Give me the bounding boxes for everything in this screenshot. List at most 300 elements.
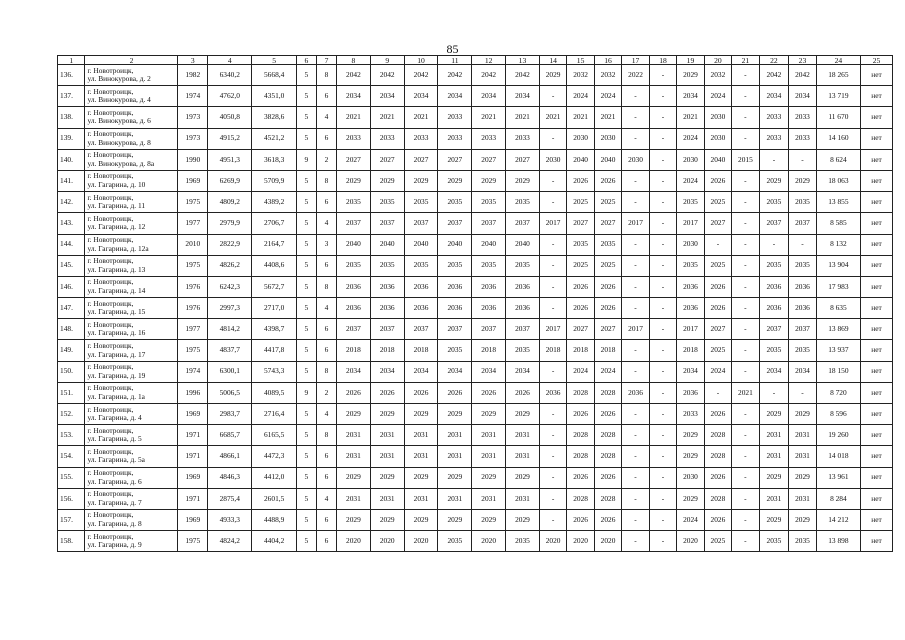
address-cell (85, 86, 178, 107)
cell-c22: 2035 (759, 340, 789, 361)
cell-c5: 4417,8 (252, 340, 296, 361)
cell-c25: нет (861, 170, 893, 191)
cell-c14: - (539, 488, 566, 509)
cell-c15: 2021 (567, 107, 594, 128)
cell-c10: 2033 (404, 128, 438, 149)
cell-c20: 2024 (704, 86, 731, 107)
cell-c6: 5 (296, 276, 316, 297)
address-city: г. Новотроицк, (87, 192, 134, 202)
cell-c21: - (732, 340, 759, 361)
cell-c17: - (622, 276, 649, 297)
cell-c3: 1976 (178, 298, 208, 319)
cell-c21: - (732, 404, 759, 425)
address-street: ул. Гагарина, д. 6 (87, 476, 142, 486)
cell-c16: 2035 (594, 234, 621, 255)
cell-c1: 157. (58, 509, 85, 530)
cell-c22: 2031 (759, 425, 789, 446)
cell-c16: 2040 (594, 149, 621, 170)
cell-c5: 6165,5 (252, 425, 296, 446)
cell-c13: 2031 (506, 488, 540, 509)
address-city: г. Новотроицк, (87, 425, 134, 435)
cell-c25: нет (861, 361, 893, 382)
cell-c14: 2020 (539, 531, 566, 552)
cell-c10: 2034 (404, 361, 438, 382)
column-header: 5 (252, 56, 296, 65)
cell-c7: 2 (316, 382, 336, 403)
cell-c7: 4 (316, 298, 336, 319)
cell-c20: - (704, 382, 731, 403)
cell-c1: 143. (58, 213, 85, 234)
cell-c17: - (622, 488, 649, 509)
cell-c12: 2035 (472, 255, 506, 276)
cell-c15: 2026 (567, 404, 594, 425)
cell-c10: 2029 (404, 170, 438, 191)
cell-c8: 2034 (337, 86, 371, 107)
cell-c15: 2028 (567, 382, 594, 403)
cell-c22: 2029 (759, 509, 789, 530)
cell-c4: 6242,3 (208, 276, 252, 297)
cell-c21: - (732, 509, 759, 530)
cell-c9: 2040 (370, 234, 404, 255)
cell-c24: 13 855 (816, 192, 860, 213)
cell-c10: 2037 (404, 213, 438, 234)
cell-c15: 2028 (567, 425, 594, 446)
cell-c12: 2035 (472, 192, 506, 213)
address-cell (85, 467, 178, 488)
cell-c1: 151. (58, 382, 85, 403)
cell-c24: 11 670 (816, 107, 860, 128)
cell-c3: 1974 (178, 361, 208, 382)
cell-c4: 6340,2 (208, 65, 252, 86)
cell-c5: 5743,3 (252, 361, 296, 382)
table-body (58, 65, 893, 552)
cell-c5: 5672,7 (252, 276, 296, 297)
cell-c22: 2031 (759, 446, 789, 467)
cell-c5: 3618,3 (252, 149, 296, 170)
cell-c17: - (622, 170, 649, 191)
cell-c3: 1976 (178, 276, 208, 297)
table-header (58, 56, 893, 65)
cell-c23: 2033 (789, 128, 816, 149)
cell-c20: 2026 (704, 467, 731, 488)
cell-c13: 2021 (506, 107, 540, 128)
cell-c9: 2042 (370, 65, 404, 86)
cell-c21: - (732, 86, 759, 107)
cell-c19: 2029 (677, 425, 704, 446)
cell-c16: 2028 (594, 382, 621, 403)
cell-c24: 8 132 (816, 234, 860, 255)
cell-c19: 2021 (677, 107, 704, 128)
cell-c21: - (732, 276, 759, 297)
cell-c1: 148. (58, 319, 85, 340)
column-header: 24 (816, 56, 860, 65)
cell-c23: - (789, 382, 816, 403)
cell-c5: 2601,5 (252, 488, 296, 509)
address-cell (85, 213, 178, 234)
address-cell (85, 276, 178, 297)
cell-c20: 2025 (704, 340, 731, 361)
table-row (58, 531, 893, 552)
cell-c7: 4 (316, 107, 336, 128)
cell-c12: 2036 (472, 276, 506, 297)
cell-c4: 4050,8 (208, 107, 252, 128)
cell-c19: 2034 (677, 86, 704, 107)
cell-c4: 5006,5 (208, 382, 252, 403)
cell-c1: 144. (58, 234, 85, 255)
cell-c16: 2028 (594, 425, 621, 446)
cell-c13: 2035 (506, 192, 540, 213)
cell-c14: - (539, 361, 566, 382)
cell-c24: 18 265 (816, 65, 860, 86)
cell-c5: 4398,7 (252, 319, 296, 340)
cell-c8: 2031 (337, 425, 371, 446)
cell-c3: 1996 (178, 382, 208, 403)
address-city: г. Новотроицк, (87, 383, 134, 393)
cell-c18: - (649, 467, 676, 488)
cell-c23: 2042 (789, 65, 816, 86)
cell-c7: 6 (316, 86, 336, 107)
cell-c12: 2034 (472, 86, 506, 107)
cell-c22: 2034 (759, 86, 789, 107)
cell-c6: 5 (296, 128, 316, 149)
cell-c20: 2030 (704, 107, 731, 128)
cell-c20: 2030 (704, 128, 731, 149)
cell-c8: 2037 (337, 213, 371, 234)
cell-c1: 152. (58, 404, 85, 425)
cell-c21: - (732, 531, 759, 552)
address-street: ул. Винокурова, д. 4 (87, 95, 151, 105)
cell-c20: 2027 (704, 213, 731, 234)
address-city: г. Новотроицк, (87, 86, 134, 96)
cell-c3: 1971 (178, 488, 208, 509)
cell-c10: 2027 (404, 149, 438, 170)
address-city: г. Новотроицк, (87, 235, 134, 244)
cell-c3: 1973 (178, 107, 208, 128)
table-row (58, 446, 893, 467)
cell-c22: - (759, 382, 789, 403)
cell-c8: 2029 (337, 509, 371, 530)
cell-c13: 2042 (506, 65, 540, 86)
cell-c3: 1982 (178, 65, 208, 86)
cell-c9: 2035 (370, 255, 404, 276)
cell-c17: 2030 (622, 149, 649, 170)
cell-c19: 2030 (677, 234, 704, 255)
cell-c11: 2035 (438, 192, 472, 213)
cell-c25: нет (861, 107, 893, 128)
cell-c19: 2024 (677, 509, 704, 530)
cell-c10: 2035 (404, 255, 438, 276)
address-street: ул. Гагарина, д. 11 (87, 201, 146, 211)
cell-c11: 2029 (438, 467, 472, 488)
cell-c15: 2026 (567, 276, 594, 297)
cell-c9: 2036 (370, 298, 404, 319)
column-header: 17 (622, 56, 649, 65)
cell-c16: 2028 (594, 446, 621, 467)
cell-c4: 2875,4 (208, 488, 252, 509)
cell-c5: 2717,0 (252, 298, 296, 319)
cell-c11: 2036 (438, 298, 472, 319)
address-street: ул. Гагарина, д. 15 (87, 307, 146, 317)
cell-c19: 2030 (677, 149, 704, 170)
cell-c24: 8 624 (816, 149, 860, 170)
table-row (58, 149, 893, 170)
cell-c5: 4404,2 (252, 531, 296, 552)
cell-c9: 2033 (370, 128, 404, 149)
cell-c16: 2021 (594, 107, 621, 128)
cell-c19: 2024 (677, 170, 704, 191)
table-row (58, 340, 893, 361)
cell-c7: 2 (316, 149, 336, 170)
cell-c1: 149. (58, 340, 85, 361)
cell-c20: - (704, 234, 731, 255)
cell-c11: 2031 (438, 425, 472, 446)
cell-c12: 2037 (472, 213, 506, 234)
cell-c17: 2017 (622, 319, 649, 340)
column-header: 18 (649, 56, 676, 65)
cell-c19: 2020 (677, 531, 704, 552)
cell-c15: 2026 (567, 298, 594, 319)
cell-c24: 13 898 (816, 531, 860, 552)
cell-c14: - (539, 425, 566, 446)
table-row (58, 382, 893, 403)
cell-c4: 6269,9 (208, 170, 252, 191)
cell-c19: 2029 (677, 446, 704, 467)
table-row (58, 65, 893, 86)
cell-c21: - (732, 446, 759, 467)
cell-c15: 2035 (567, 234, 594, 255)
cell-c10: 2021 (404, 107, 438, 128)
address-city: г. Новотроицк, (87, 319, 134, 329)
cell-c5: 4089,5 (252, 382, 296, 403)
cell-c8: 2034 (337, 361, 371, 382)
address-street: ул. Гагарина, д. 1а (87, 391, 145, 401)
cell-c17: - (622, 425, 649, 446)
cell-c3: 1977 (178, 319, 208, 340)
cell-c8: 2040 (337, 234, 371, 255)
cell-c6: 5 (296, 255, 316, 276)
cell-c4: 4824,2 (208, 531, 252, 552)
address-city: г. Новотроицк, (87, 468, 134, 478)
column-header: 12 (472, 56, 506, 65)
cell-c23: 2029 (789, 170, 816, 191)
table-row (58, 192, 893, 213)
column-header: 21 (732, 56, 759, 65)
cell-c6: 5 (296, 488, 316, 509)
address-street: ул. Гагарина, д. 16 (87, 328, 146, 338)
cell-c7: 8 (316, 361, 336, 382)
column-header: 9 (370, 56, 404, 65)
cell-c25: нет (861, 149, 893, 170)
cell-c24: 14 018 (816, 446, 860, 467)
cell-c3: 1975 (178, 340, 208, 361)
cell-c17: - (622, 128, 649, 149)
cell-c14: - (539, 128, 566, 149)
cell-c16: 2027 (594, 319, 621, 340)
cell-c21: 2021 (732, 382, 759, 403)
cell-c7: 8 (316, 276, 336, 297)
cell-c5: 2716,4 (252, 404, 296, 425)
cell-c1: 137. (58, 86, 85, 107)
cell-c24: 13 961 (816, 467, 860, 488)
cell-c20: 2026 (704, 298, 731, 319)
cell-c8: 2031 (337, 446, 371, 467)
address-city: г. Новотроицк, (87, 171, 134, 181)
cell-c23: 2035 (789, 255, 816, 276)
cell-c10: 2034 (404, 86, 438, 107)
cell-c18: - (649, 488, 676, 509)
cell-c5: 2706,7 (252, 213, 296, 234)
cell-c22: - (759, 234, 789, 255)
cell-c22: 2031 (759, 488, 789, 509)
cell-c4: 4915,2 (208, 128, 252, 149)
cell-c5: 4389,2 (252, 192, 296, 213)
address-street: ул. Гагарина, д. 10 (87, 180, 146, 190)
cell-c22: 2037 (759, 319, 789, 340)
cell-c20: 2040 (704, 149, 731, 170)
cell-c3: 1971 (178, 425, 208, 446)
cell-c4: 4933,3 (208, 509, 252, 530)
cell-c5: 4351,0 (252, 86, 296, 107)
cell-c22: 2036 (759, 276, 789, 297)
column-header: 20 (704, 56, 731, 65)
cell-c6: 9 (296, 149, 316, 170)
cell-c6: 5 (296, 298, 316, 319)
cell-c9: 2026 (370, 382, 404, 403)
cell-c3: 1975 (178, 192, 208, 213)
cell-c13: 2027 (506, 149, 540, 170)
cell-c18: - (649, 509, 676, 530)
cell-c14: 2030 (539, 149, 566, 170)
cell-c6: 5 (296, 170, 316, 191)
cell-c21: - (732, 107, 759, 128)
cell-c4: 2822,9 (208, 234, 252, 255)
page-number: 85 (446, 42, 459, 56)
table-row (58, 509, 893, 530)
cell-c8: 2021 (337, 107, 371, 128)
cell-c7: 6 (316, 531, 336, 552)
address-cell (85, 382, 178, 403)
cell-c20: 2026 (704, 276, 731, 297)
cell-c18: - (649, 192, 676, 213)
cell-c12: 2026 (472, 382, 506, 403)
cell-c12: 2031 (472, 488, 506, 509)
cell-c24: 8 720 (816, 382, 860, 403)
cell-c16: 2020 (594, 531, 621, 552)
cell-c9: 2034 (370, 86, 404, 107)
cell-c17: 2022 (622, 65, 649, 86)
column-header: 6 (296, 56, 316, 65)
address-city: г. Новотроицк, (87, 65, 134, 75)
cell-c25: нет (861, 86, 893, 107)
cell-c14: - (539, 255, 566, 276)
cell-c13: 2034 (506, 86, 540, 107)
cell-c22: 2035 (759, 531, 789, 552)
cell-c25: нет (861, 382, 893, 403)
cell-c20: 2026 (704, 404, 731, 425)
address-city: г. Новотроицк, (87, 107, 134, 117)
cell-c25: нет (861, 65, 893, 86)
cell-c18: - (649, 234, 676, 255)
cell-c14: - (539, 86, 566, 107)
cell-c19: 2036 (677, 382, 704, 403)
column-header: 23 (789, 56, 816, 65)
cell-c7: 4 (316, 488, 336, 509)
cell-c21: - (732, 425, 759, 446)
column-header: 11 (438, 56, 472, 65)
cell-c22: 2035 (759, 192, 789, 213)
address-cell (85, 255, 178, 276)
cell-c25: нет (861, 298, 893, 319)
cell-c13: 2034 (506, 361, 540, 382)
cell-c16: 2026 (594, 404, 621, 425)
cell-c15: 2026 (567, 509, 594, 530)
cell-c25: нет (861, 488, 893, 509)
cell-c16: 2025 (594, 255, 621, 276)
cell-c1: 154. (58, 446, 85, 467)
cell-c18: - (649, 255, 676, 276)
cell-c20: 2027 (704, 319, 731, 340)
address-street: ул. Гагарина, д. 4 (87, 413, 142, 423)
cell-c20: 2028 (704, 488, 731, 509)
cell-c19: 2035 (677, 255, 704, 276)
cell-c18: - (649, 361, 676, 382)
address-street: ул. Гагарина, д. 19 (87, 370, 146, 380)
cell-c20: 2028 (704, 425, 731, 446)
cell-c19: 2029 (677, 65, 704, 86)
table-row (58, 361, 893, 382)
cell-c9: 2029 (370, 509, 404, 530)
cell-c10: 2042 (404, 65, 438, 86)
cell-c5: 2164,7 (252, 234, 296, 255)
cell-c4: 6300,1 (208, 361, 252, 382)
cell-c19: 2036 (677, 298, 704, 319)
cell-c21: - (732, 213, 759, 234)
cell-c21: - (732, 319, 759, 340)
cell-c23: 2035 (789, 192, 816, 213)
address-street: ул. Винокурова, д. 8а (87, 158, 155, 168)
cell-c18: - (649, 340, 676, 361)
cell-c21: - (732, 361, 759, 382)
cell-c25: нет (861, 425, 893, 446)
cell-c8: 2037 (337, 319, 371, 340)
cell-c12: 2020 (472, 531, 506, 552)
cell-c3: 1971 (178, 446, 208, 467)
cell-c14: - (539, 170, 566, 191)
column-header: 16 (594, 56, 621, 65)
cell-c1: 140. (58, 149, 85, 170)
cell-c16: 2024 (594, 361, 621, 382)
cell-c16: 2026 (594, 276, 621, 297)
address-street: ул. Гагарина, д. 12а (87, 243, 149, 253)
cell-c1: 146. (58, 276, 85, 297)
cell-c13: 2040 (506, 234, 540, 255)
cell-c15: 2024 (567, 86, 594, 107)
address-cell (85, 65, 178, 86)
cell-c13: 2036 (506, 276, 540, 297)
cell-c1: 138. (58, 107, 85, 128)
address-cell (85, 488, 178, 509)
cell-c18: - (649, 149, 676, 170)
cell-c4: 4826,2 (208, 255, 252, 276)
cell-c21: - (732, 255, 759, 276)
cell-c13: 2036 (506, 298, 540, 319)
cell-c9: 2035 (370, 192, 404, 213)
cell-c1: 155. (58, 467, 85, 488)
cell-c4: 4951,3 (208, 149, 252, 170)
cell-c18: - (649, 531, 676, 552)
table-row (58, 255, 893, 276)
column-header: 22 (759, 56, 789, 65)
